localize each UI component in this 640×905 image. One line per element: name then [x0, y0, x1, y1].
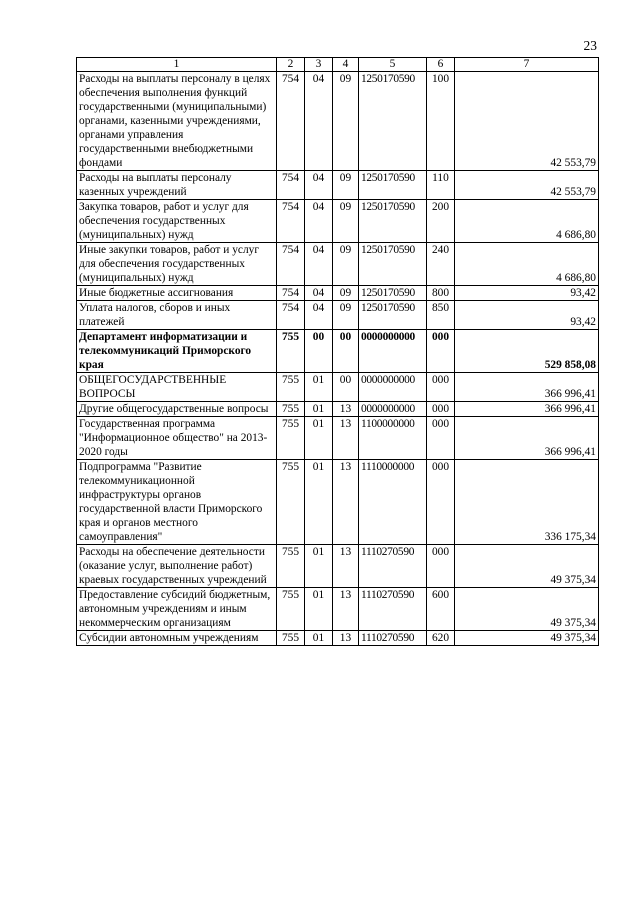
row-col-5: 1110270590 [359, 545, 427, 588]
row-name: Подпрограмма "Развитие телекоммуникационной инфраструктуры органов государственной власти Приморского края и органов местного самоуправления" [77, 460, 277, 545]
budget-table [76, 57, 599, 646]
row-amount: 93,42 [455, 301, 599, 330]
row-col-4: 13 [333, 588, 359, 631]
row-amount: 4 686,80 [455, 200, 599, 243]
table-header-row [77, 58, 599, 72]
row-col-4: 09 [333, 72, 359, 171]
row-col-4: 13 [333, 545, 359, 588]
row-col-5: 1250170590 [359, 200, 427, 243]
row-col-2: 754 [277, 286, 305, 301]
row-amount: 366 996,41 [455, 402, 599, 417]
row-col-2: 755 [277, 373, 305, 402]
row-col-3: 01 [305, 631, 333, 646]
table-row [77, 417, 599, 460]
table-row [77, 171, 599, 200]
row-col-6: 800 [427, 286, 455, 301]
row-col-6: 240 [427, 243, 455, 286]
row-col-5: 0000000000 [359, 330, 427, 373]
row-col-2: 754 [277, 72, 305, 171]
row-amount: 49 375,34 [455, 588, 599, 631]
row-col-3: 01 [305, 402, 333, 417]
row-name: Закупка товаров, работ и услуг для обеспечения государственных (муниципальных) нужд [77, 200, 277, 243]
row-col-6: 000 [427, 460, 455, 545]
row-col-5: 1250170590 [359, 301, 427, 330]
row-name: Предоставление субсидий бюджетным, автономным учреждениям и иным некоммерческим организациям [77, 588, 277, 631]
row-amount: 49 375,34 [455, 631, 599, 646]
row-col-2: 754 [277, 243, 305, 286]
row-col-5: 1110000000 [359, 460, 427, 545]
row-col-6: 000 [427, 402, 455, 417]
row-col-2: 755 [277, 417, 305, 460]
row-col-5: 1110270590 [359, 631, 427, 646]
table-row [77, 72, 599, 171]
row-col-5: 1100000000 [359, 417, 427, 460]
row-col-2: 755 [277, 460, 305, 545]
row-col-5: 1110270590 [359, 588, 427, 631]
row-amount: 366 996,41 [455, 373, 599, 402]
table-row [77, 330, 599, 373]
row-col-4: 09 [333, 200, 359, 243]
header-col-5: 5 [359, 58, 427, 72]
header-col-1: 1 [77, 58, 277, 72]
row-col-6: 000 [427, 545, 455, 588]
row-amount: 366 996,41 [455, 417, 599, 460]
row-col-2: 754 [277, 171, 305, 200]
row-col-3: 04 [305, 286, 333, 301]
row-col-3: 01 [305, 588, 333, 631]
table-row [77, 588, 599, 631]
row-col-3: 04 [305, 171, 333, 200]
table-row [77, 301, 599, 330]
row-name: Расходы на выплаты персоналу казенных учреждений [77, 171, 277, 200]
row-col-3: 01 [305, 545, 333, 588]
row-col-4: 09 [333, 301, 359, 330]
row-col-2: 755 [277, 330, 305, 373]
row-col-3: 01 [305, 460, 333, 545]
row-col-4: 13 [333, 402, 359, 417]
table-row [77, 631, 599, 646]
row-amount: 93,42 [455, 286, 599, 301]
page-number: 23 [583, 38, 597, 53]
row-name: Иные закупки товаров, работ и услуг для обеспечения государственных (муниципальных) нужд [77, 243, 277, 286]
row-name: Субсидии автономным учреждениям [77, 631, 277, 646]
row-col-4: 13 [333, 417, 359, 460]
row-col-6: 000 [427, 373, 455, 402]
row-name: ОБЩЕГОСУДАРСТВЕННЫЕ ВОПРОСЫ [77, 373, 277, 402]
table-row [77, 200, 599, 243]
row-amount: 42 553,79 [455, 72, 599, 171]
row-col-3: 04 [305, 301, 333, 330]
row-name: Иные бюджетные ассигнования [77, 286, 277, 301]
table-row [77, 460, 599, 545]
row-col-5: 1250170590 [359, 171, 427, 200]
row-name: Расходы на обеспечение деятельности (оказание услуг, выполнение работ) краевых государственных учреждений [77, 545, 277, 588]
row-name: Другие общегосударственные вопросы [77, 402, 277, 417]
row-col-5: 1250170590 [359, 243, 427, 286]
row-col-2: 755 [277, 588, 305, 631]
row-col-6: 110 [427, 171, 455, 200]
row-col-5: 1250170590 [359, 72, 427, 171]
row-col-4: 13 [333, 631, 359, 646]
row-name: Департамент информатизации и телекоммуникаций Приморского края [77, 330, 277, 373]
row-col-3: 01 [305, 373, 333, 402]
table-row [77, 545, 599, 588]
row-col-2: 755 [277, 402, 305, 417]
row-amount: 42 553,79 [455, 171, 599, 200]
table-row [77, 373, 599, 402]
row-col-4: 00 [333, 373, 359, 402]
header-col-7: 7 [455, 58, 599, 72]
row-amount: 4 686,80 [455, 243, 599, 286]
row-col-3: 04 [305, 72, 333, 171]
row-name: Государственная программа "Информационное общество" на 2013-2020 годы [77, 417, 277, 460]
table-row [77, 402, 599, 417]
row-name: Расходы на выплаты персоналу в целях обеспечения выполнения функций государственными (муниципальными) органами, казенными учреждениями, органами управления государственными внебюджетными фондами [77, 72, 277, 171]
row-amount: 336 175,34 [455, 460, 599, 545]
row-col-4: 09 [333, 171, 359, 200]
row-col-6: 200 [427, 200, 455, 243]
row-col-4: 13 [333, 460, 359, 545]
row-name: Уплата налогов, сборов и иных платежей [77, 301, 277, 330]
row-col-2: 755 [277, 545, 305, 588]
table-row [77, 243, 599, 286]
row-col-4: 09 [333, 243, 359, 286]
row-col-6: 100 [427, 72, 455, 171]
row-col-6: 620 [427, 631, 455, 646]
row-col-5: 0000000000 [359, 402, 427, 417]
row-col-5: 1250170590 [359, 286, 427, 301]
row-amount: 49 375,34 [455, 545, 599, 588]
row-col-2: 754 [277, 301, 305, 330]
header-col-2: 2 [277, 58, 305, 72]
header-col-6: 6 [427, 58, 455, 72]
row-col-3: 01 [305, 417, 333, 460]
row-col-4: 09 [333, 286, 359, 301]
table-row [77, 286, 599, 301]
row-col-5: 0000000000 [359, 373, 427, 402]
row-col-6: 000 [427, 330, 455, 373]
row-col-2: 755 [277, 631, 305, 646]
header-col-4: 4 [333, 58, 359, 72]
row-col-3: 04 [305, 243, 333, 286]
row-col-6: 850 [427, 301, 455, 330]
row-amount: 529 858,08 [455, 330, 599, 373]
table-body [77, 72, 599, 646]
row-col-6: 000 [427, 417, 455, 460]
row-col-3: 04 [305, 200, 333, 243]
row-col-3: 00 [305, 330, 333, 373]
row-col-2: 754 [277, 200, 305, 243]
row-col-6: 600 [427, 588, 455, 631]
row-col-4: 00 [333, 330, 359, 373]
header-col-3: 3 [305, 58, 333, 72]
